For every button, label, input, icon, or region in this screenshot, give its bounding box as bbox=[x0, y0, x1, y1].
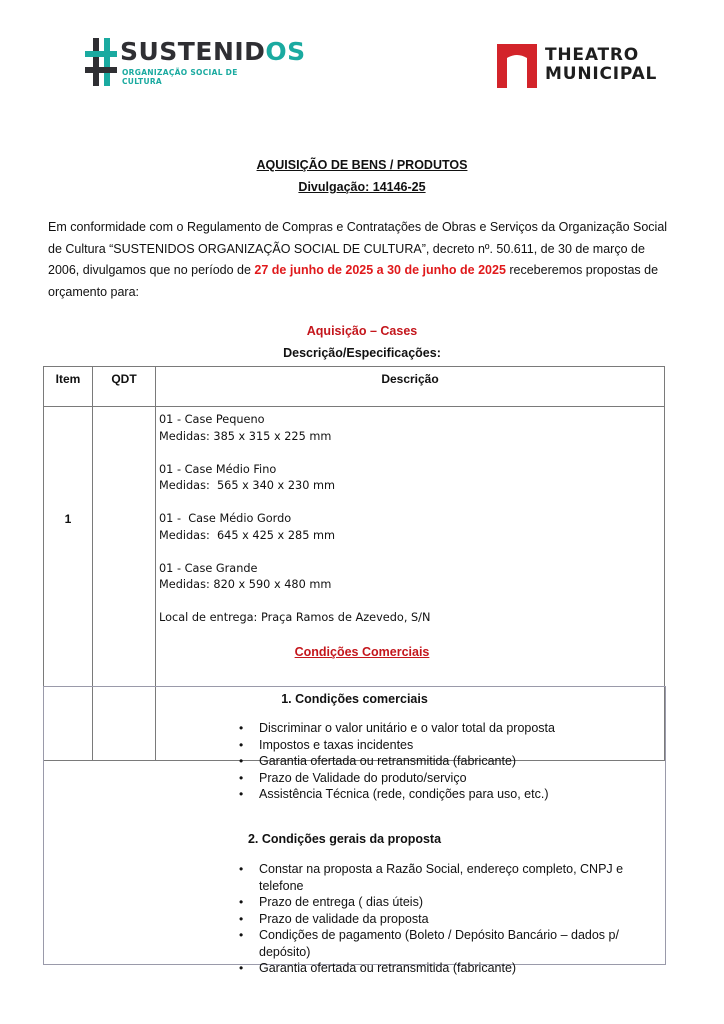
list-item-text: Condições de pagamento (Boleto / Depósito Bancário – dados p/ depósito) bbox=[259, 928, 619, 959]
brand-subtitle: ORGANIZAÇÃO SOCIAL DE CULTURA bbox=[122, 68, 238, 86]
list-item-text: Constar na proposta a Razão Social, endereço completo, CNPJ e telefone bbox=[259, 862, 624, 893]
desc-line: 01 - Case Médio Gordo bbox=[159, 512, 292, 525]
desc-line bbox=[159, 495, 663, 512]
list-item-text: Prazo de entrega ( dias úteis) bbox=[259, 895, 423, 909]
section2-list bbox=[239, 861, 659, 977]
intro-text-start: Em conformidade com o Regulamento de Compras e Contratações de Obras e Serviços da Organização Social de Cultura “SUSTENIDOS ORGANIZAÇÃO SOCIAL DE CULTURA”, decreto nº. 50.611, de 30 de março de 2006, divulgamos que no período de bbox=[48, 220, 668, 277]
desc-line bbox=[159, 445, 663, 462]
desc-line bbox=[159, 594, 663, 611]
list-item bbox=[239, 720, 555, 737]
desc-line bbox=[159, 544, 663, 561]
list-item bbox=[239, 927, 649, 960]
desc-line: 01 - Case Médio Fino bbox=[159, 462, 277, 476]
bullet-icon: • bbox=[239, 911, 244, 926]
list-item bbox=[239, 960, 659, 977]
list-item bbox=[239, 753, 555, 770]
section1-list bbox=[239, 720, 555, 803]
section2-title: 2. Condições gerais da proposta bbox=[247, 832, 442, 846]
list-item bbox=[239, 737, 555, 754]
header-item: Item bbox=[44, 367, 93, 407]
theatro-municipal-logo bbox=[497, 44, 667, 90]
header-qdt: QDT bbox=[93, 367, 156, 407]
list-item-text: Prazo de Validade do produto/serviço bbox=[259, 770, 467, 785]
divulgacao-number: Divulgação: 14146-25 bbox=[298, 180, 426, 194]
list-item bbox=[239, 894, 659, 911]
spec-heading: Descrição/Especificações: bbox=[283, 346, 441, 360]
hash-icon bbox=[84, 36, 118, 88]
list-item-text: Impostos e taxas incidentes bbox=[259, 737, 414, 752]
list-item-text: Prazo de validade da proposta bbox=[259, 911, 429, 926]
list-item bbox=[239, 911, 659, 928]
list-item-text: Assistência Técnica (rede, condições para uso, etc.) bbox=[259, 787, 549, 801]
sustenidos-logo bbox=[84, 34, 306, 88]
intro-paragraph bbox=[48, 217, 676, 303]
brand-name-accent: OS bbox=[265, 37, 306, 66]
section1-title: 1. Condições comerciais bbox=[281, 692, 428, 706]
document-title: AQUISIÇÃO DE BENS / PRODUTOS bbox=[256, 158, 468, 172]
desc-line: 01 - Case Grande bbox=[159, 561, 258, 575]
brand-name-main: SUSTENID bbox=[120, 37, 266, 66]
desc-line: Medidas: 385 x 315 x 225 mm bbox=[159, 429, 332, 443]
bullet-icon: • bbox=[239, 895, 244, 909]
bullet-icon: • bbox=[239, 737, 244, 752]
bullet-icon: • bbox=[239, 721, 244, 735]
list-item bbox=[239, 770, 555, 787]
desc-line: Medidas: 820 x 590 x 480 mm bbox=[159, 578, 332, 591]
bullet-icon: • bbox=[239, 928, 244, 942]
desc-line: 01 - Case Pequeno bbox=[159, 413, 265, 426]
theatro-line1: THEATRO bbox=[545, 45, 640, 65]
theatro-wordmark bbox=[545, 46, 657, 84]
list-item-text: Garantia ofertada ou retransmitida (fabricante) bbox=[259, 961, 517, 975]
theatre-arch-icon bbox=[497, 44, 537, 88]
commercial-heading: Condições Comerciais bbox=[294, 645, 430, 659]
section-title: Aquisição – Cases bbox=[306, 324, 418, 338]
bullet-icon: • bbox=[239, 862, 244, 876]
description-lines bbox=[157, 408, 663, 627]
list-item-text: Garantia ofertada ou retransmitida (fabricante) bbox=[259, 754, 517, 768]
cell-item: 1 bbox=[44, 407, 93, 761]
bullet-icon: • bbox=[239, 787, 244, 801]
list-item bbox=[239, 861, 659, 894]
header-descricao: Descrição bbox=[156, 367, 665, 407]
bullet-icon: • bbox=[239, 770, 244, 785]
intro-period: 27 de junho de 2025 a 30 de junho de 2025 bbox=[254, 263, 506, 277]
table-header-row bbox=[44, 367, 665, 407]
desc-line: Medidas: 645 x 425 x 285 mm bbox=[159, 528, 335, 542]
brand-name bbox=[120, 38, 306, 66]
theatro-line2: MUNICIPAL bbox=[545, 64, 658, 84]
conditions-box bbox=[43, 686, 666, 975]
desc-line: Local de entrega: Praça Ramos de Azevedo, S/N bbox=[159, 611, 431, 624]
list-item-text: Discriminar o valor unitário e o valor total da proposta bbox=[259, 721, 555, 735]
list-item bbox=[239, 786, 555, 803]
bullet-icon: • bbox=[239, 754, 244, 768]
desc-line: Medidas: 565 x 340 x 230 mm bbox=[159, 479, 335, 492]
bullet-icon: • bbox=[239, 961, 244, 975]
intro-text-end: receberemos propostas de orçamento para: bbox=[48, 263, 659, 299]
